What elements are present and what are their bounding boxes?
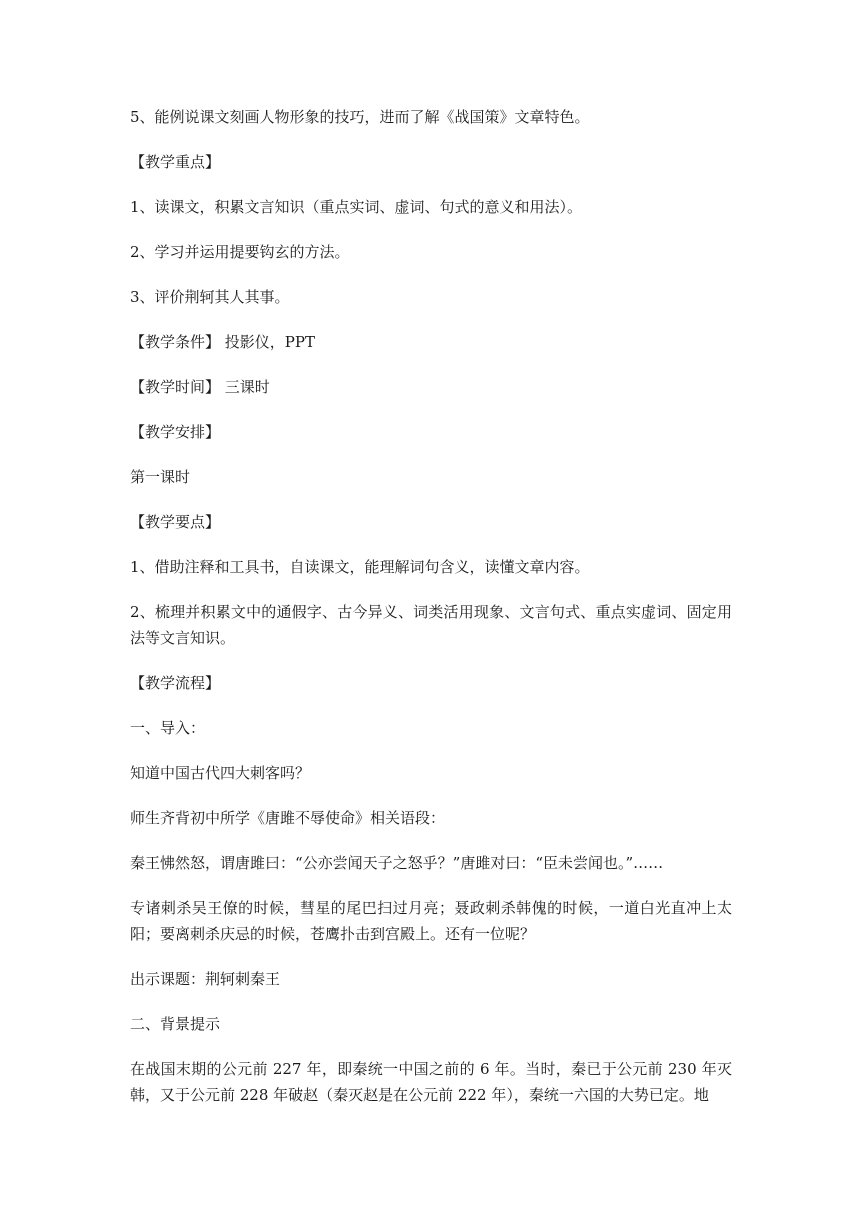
- lesson-one-title: 第一课时: [130, 468, 191, 486]
- key-point-3: 3、评价荆轲其人其事。: [130, 288, 290, 306]
- objective-5: 5、能例说课文刻画人物形象的技巧，进而了解《战国策》文章特色。: [130, 108, 590, 126]
- background-text: 在战国末期的公元前 227 年，即秦统一中国之前的 6 年。当时，秦已于公元前 230 年灭韩，又于公元前 228 年破赵（秦灭赵是在公元前 222 年），秦统一六国的大势已定。地: [130, 1060, 732, 1104]
- intro-question: 知道中国古代四大刺客吗？: [130, 764, 311, 782]
- intro-recite: 师生齐背初中所学《唐雎不辱使命》相关语段：: [130, 809, 446, 827]
- teaching-conditions: 【教学条件】 投影仪，PPT: [130, 333, 315, 351]
- key-point-2: 2、学习并运用提要钩玄的方法。: [130, 243, 350, 261]
- document-body: [130, 104, 732, 1127]
- intro-assassins: 专诸刺杀吴王僚的时候，彗星的尾巴扫过月亮；聂政刺杀韩傀的时候，一道白光直冲上太阳；要离刺杀庆忌的时候，苍鹰扑击到宫殿上。还有一位呢？: [130, 899, 732, 943]
- teaching-time: 【教学时间】 三课时: [130, 378, 270, 396]
- section-intro-title: 一、导入：: [130, 719, 206, 737]
- heading-key-points: 【教学重点】: [130, 153, 221, 171]
- intro-quote: 秦王怫然怒，谓唐雎曰：“公亦尝闻天子之怒乎？”唐雎对曰：“臣未尝闻也。”……: [130, 854, 664, 872]
- lesson-point-1: 1、借助注释和工具书，自读课文，能理解词句含义，读懂文章内容。: [130, 558, 590, 576]
- lesson-point-2: 2、梳理并积累文中的通假字、古今异义、词类活用现象、文言句式、重点实虚词、固定用法等文言知识。: [130, 603, 732, 647]
- heading-process: 【教学流程】: [130, 674, 221, 692]
- heading-lesson-points: 【教学要点】: [130, 513, 221, 531]
- section-background-title: 二、背景提示: [130, 1015, 221, 1033]
- heading-arrangement: 【教学安排】: [130, 423, 221, 441]
- intro-topic: 出示课题：荆轲刺秦王: [130, 970, 281, 988]
- key-point-1: 1、读课文，积累文言知识（重点实词、虚词、句式的意义和用法）。: [130, 198, 583, 216]
